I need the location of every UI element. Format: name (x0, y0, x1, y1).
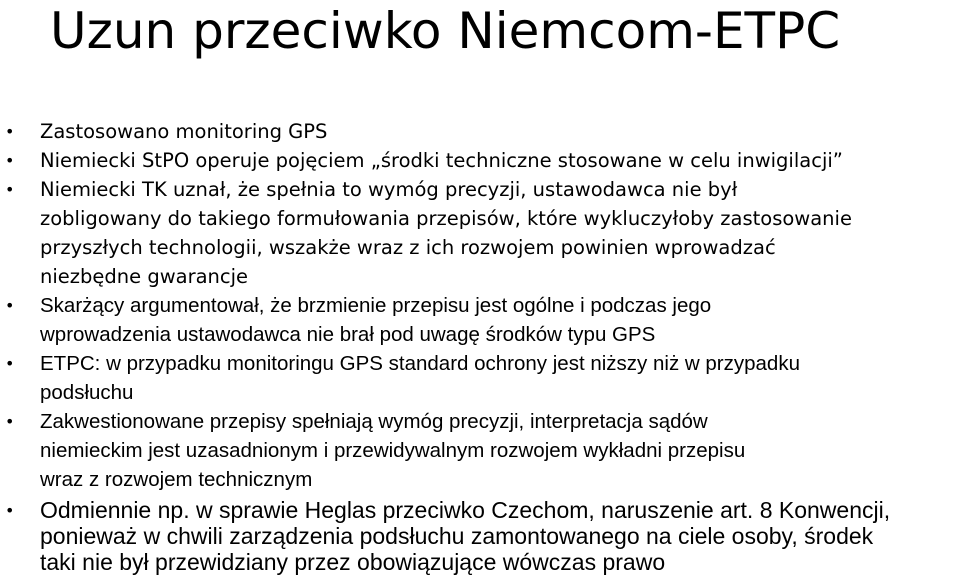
bullet-text-line: przyszłych technologii, wszakże wraz z ich rozwojem powinien wprowadzać (40, 236, 776, 259)
bullet-item (5, 349, 955, 407)
bullet-text-line: ponieważ w chwili zarządzenia podsłuchu zamontowanego na ciele osoby, środek (40, 523, 874, 549)
bullet-item (5, 497, 955, 575)
bullet-dot-icon: • (5, 354, 15, 373)
bullet-item (5, 175, 955, 291)
bullet-text-line: Odmiennie np. w sprawie Heglas przeciwko Czechom, naruszenie art. 8 Konwencji, (40, 497, 891, 523)
bullet-text-line: niemieckim jest uzasadnionym i przewidywalnym rozwojem wykładni przepisu (40, 439, 746, 462)
bullet-dot-icon: • (5, 180, 15, 199)
bullet-text-line: wprowadzenia ustawodawca nie brał pod uwagę środków typu GPS (40, 323, 656, 346)
bullet-text-line: zobligowany do takiego formułowania przepisów, które wykluczyłoby zastosowanie (40, 207, 852, 230)
bullet-dot-icon: • (5, 122, 15, 141)
bullet-text-line: Zakwestionowane przepisy spełniają wymóg precyzji, interpretacja sądów (40, 410, 708, 433)
bullet-text-line: Niemiecki TK uznał, że spełnia to wymóg precyzji, ustawodawca nie był (40, 178, 738, 201)
bullet-dot-icon: • (5, 151, 15, 170)
bullet-text-line: ETPC: w przypadku monitoringu GPS standard ochrony jest niższy niż w przypadku (40, 352, 800, 375)
bullet-text-line: taki nie był przewidziany przez obowiązujące wówczas prawo (40, 549, 666, 575)
bullet-text-line: Niemiecki StPO operuje pojęciem „środki techniczne stosowane w celu inwigilacji” (40, 149, 843, 172)
bullet-item (5, 407, 955, 494)
bullet-item (5, 146, 955, 175)
bullet-text-line: podsłuchu (40, 381, 134, 404)
bullet-dot-icon: • (5, 296, 15, 315)
bullet-dot-icon: • (5, 501, 15, 520)
bullet-item (5, 117, 955, 146)
bullet-text-line: Skarżący argumentował, że brzmienie przepisu jest ogólne i podczas jego (40, 294, 712, 317)
bullet-text-line: Zastosowano monitoring GPS (40, 120, 328, 143)
bullet-text-line: niezbędne gwarancje (40, 265, 249, 288)
slide-title: Uzun przeciwko Niemcom-ETPC (50, 2, 841, 60)
bullet-item (5, 291, 955, 349)
bullet-list (5, 117, 955, 575)
bullet-dot-icon: • (5, 412, 15, 431)
bullet-text-line: wraz z rozwojem technicznym (40, 468, 313, 491)
